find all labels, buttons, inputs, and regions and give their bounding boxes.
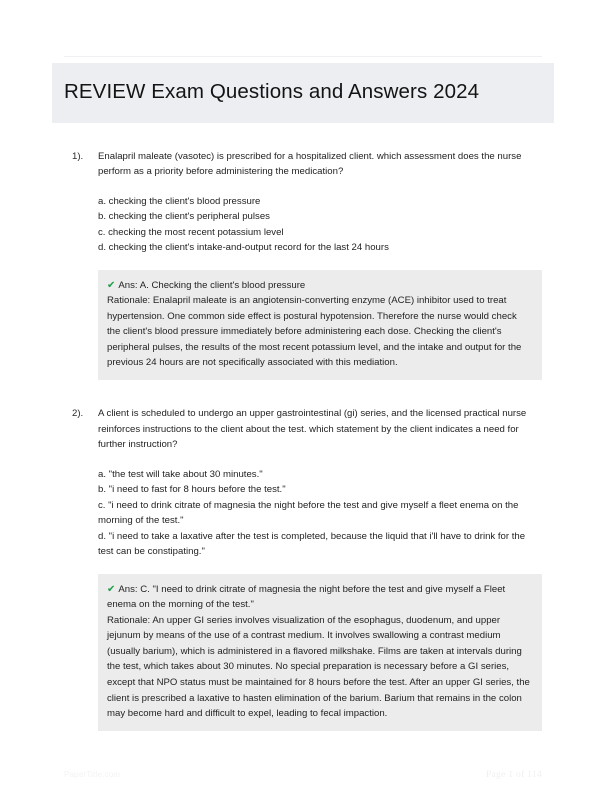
choice-item[interactable]: b. "i need to fast for 8 hours before the test." [98, 484, 286, 496]
question-body [98, 149, 542, 380]
page-footer [64, 770, 542, 780]
answer-label-line [107, 582, 531, 613]
choice-item[interactable]: c. checking the most recent potassium level [98, 226, 284, 238]
answer-box [98, 270, 542, 380]
question-number: 1). [72, 150, 84, 162]
answer-box [98, 574, 542, 731]
question-stem: A client is scheduled to undergo an upper gastrointestinal (gi) series, and the licensed practical nurse reinforces instructions to the client about the test. which statement by the client indicates a need for further instruction? [98, 408, 527, 451]
answer-rationale: Rationale: Enalapril maleate is an angiotensin-converting enzyme (ACE) inhibitor used to treat hypertension. One common side effect is postural hypotension. Therefore the nurse would check the client's blood pressure immediately before administering each dose. Checking the client's peripheral pulses, the results of the most recent potassium level, and the intake and output for the previous 24 hours are not specifically associated with this mediation. [107, 295, 522, 369]
choice-item[interactable]: d. "i need to take a laxative after the test is completed, because the liquid that i'll have to drink for the test can be constipating." [98, 530, 526, 558]
answer-label: Ans: A. Checking the client's blood pressure [118, 279, 306, 291]
page-number: Page 1 of 114 [485, 770, 542, 780]
choice-list [98, 467, 542, 560]
page-title: REVIEW Exam Questions and Answers 2024 [64, 80, 480, 103]
question-stem: Enalapril maleate (vasotec) is prescribed for a hospitalized client. which assessment does the nurse perform as a priority before administering the medication? [98, 150, 522, 178]
green-check-icon: ✔ [107, 279, 116, 291]
question-body [98, 406, 542, 731]
choice-item[interactable]: a. "the test will take about 30 minutes." [98, 468, 263, 480]
watermark-text: PaperTitle.com [64, 770, 121, 779]
choice-item[interactable]: b. checking the client's peripheral pulses [98, 211, 270, 223]
question-block [64, 149, 542, 380]
answer-label: Ans: C. "I need to drink citrate of magnesia the night before the test and give myself a Fleet enema on the morning of the test." [107, 583, 506, 611]
answer-label-line [107, 278, 531, 294]
question-number: 2). [72, 408, 84, 419]
header-divider [64, 56, 542, 57]
answer-rationale: Rationale: An upper GI series involves visualization of the esophagus, duodenum, and upper jejunum by means of the use of a contrast medium. It involves swallowing a contrast medium (usually barium), which is administered in a flavored milkshake. Films are taken at intervals during the test, which takes about 30 minutes. No special preparation is necessary before a GI series, except that NPO status must be maintained for 8 hours before the test. After an upper GI series, the client is prescribed a laxative to hasten elimination of the barium. Barium that remains in the colon may become hard and difficult to expel, leading to fecal impaction. [107, 614, 530, 720]
title-band [52, 63, 554, 123]
choice-item[interactable]: d. checking the client's intake-and-output record for the last 24 hours [98, 242, 389, 254]
green-check-icon: ✔ [107, 583, 116, 595]
question-block [64, 406, 542, 731]
choice-item[interactable]: a. checking the client's blood pressure [98, 195, 261, 207]
choice-list [98, 194, 542, 256]
choice-item[interactable]: c. "i need to drink citrate of magnesia the night before the test and give myself a fleet enema on the morning of the test." [98, 499, 519, 527]
document-content [0, 63, 606, 731]
